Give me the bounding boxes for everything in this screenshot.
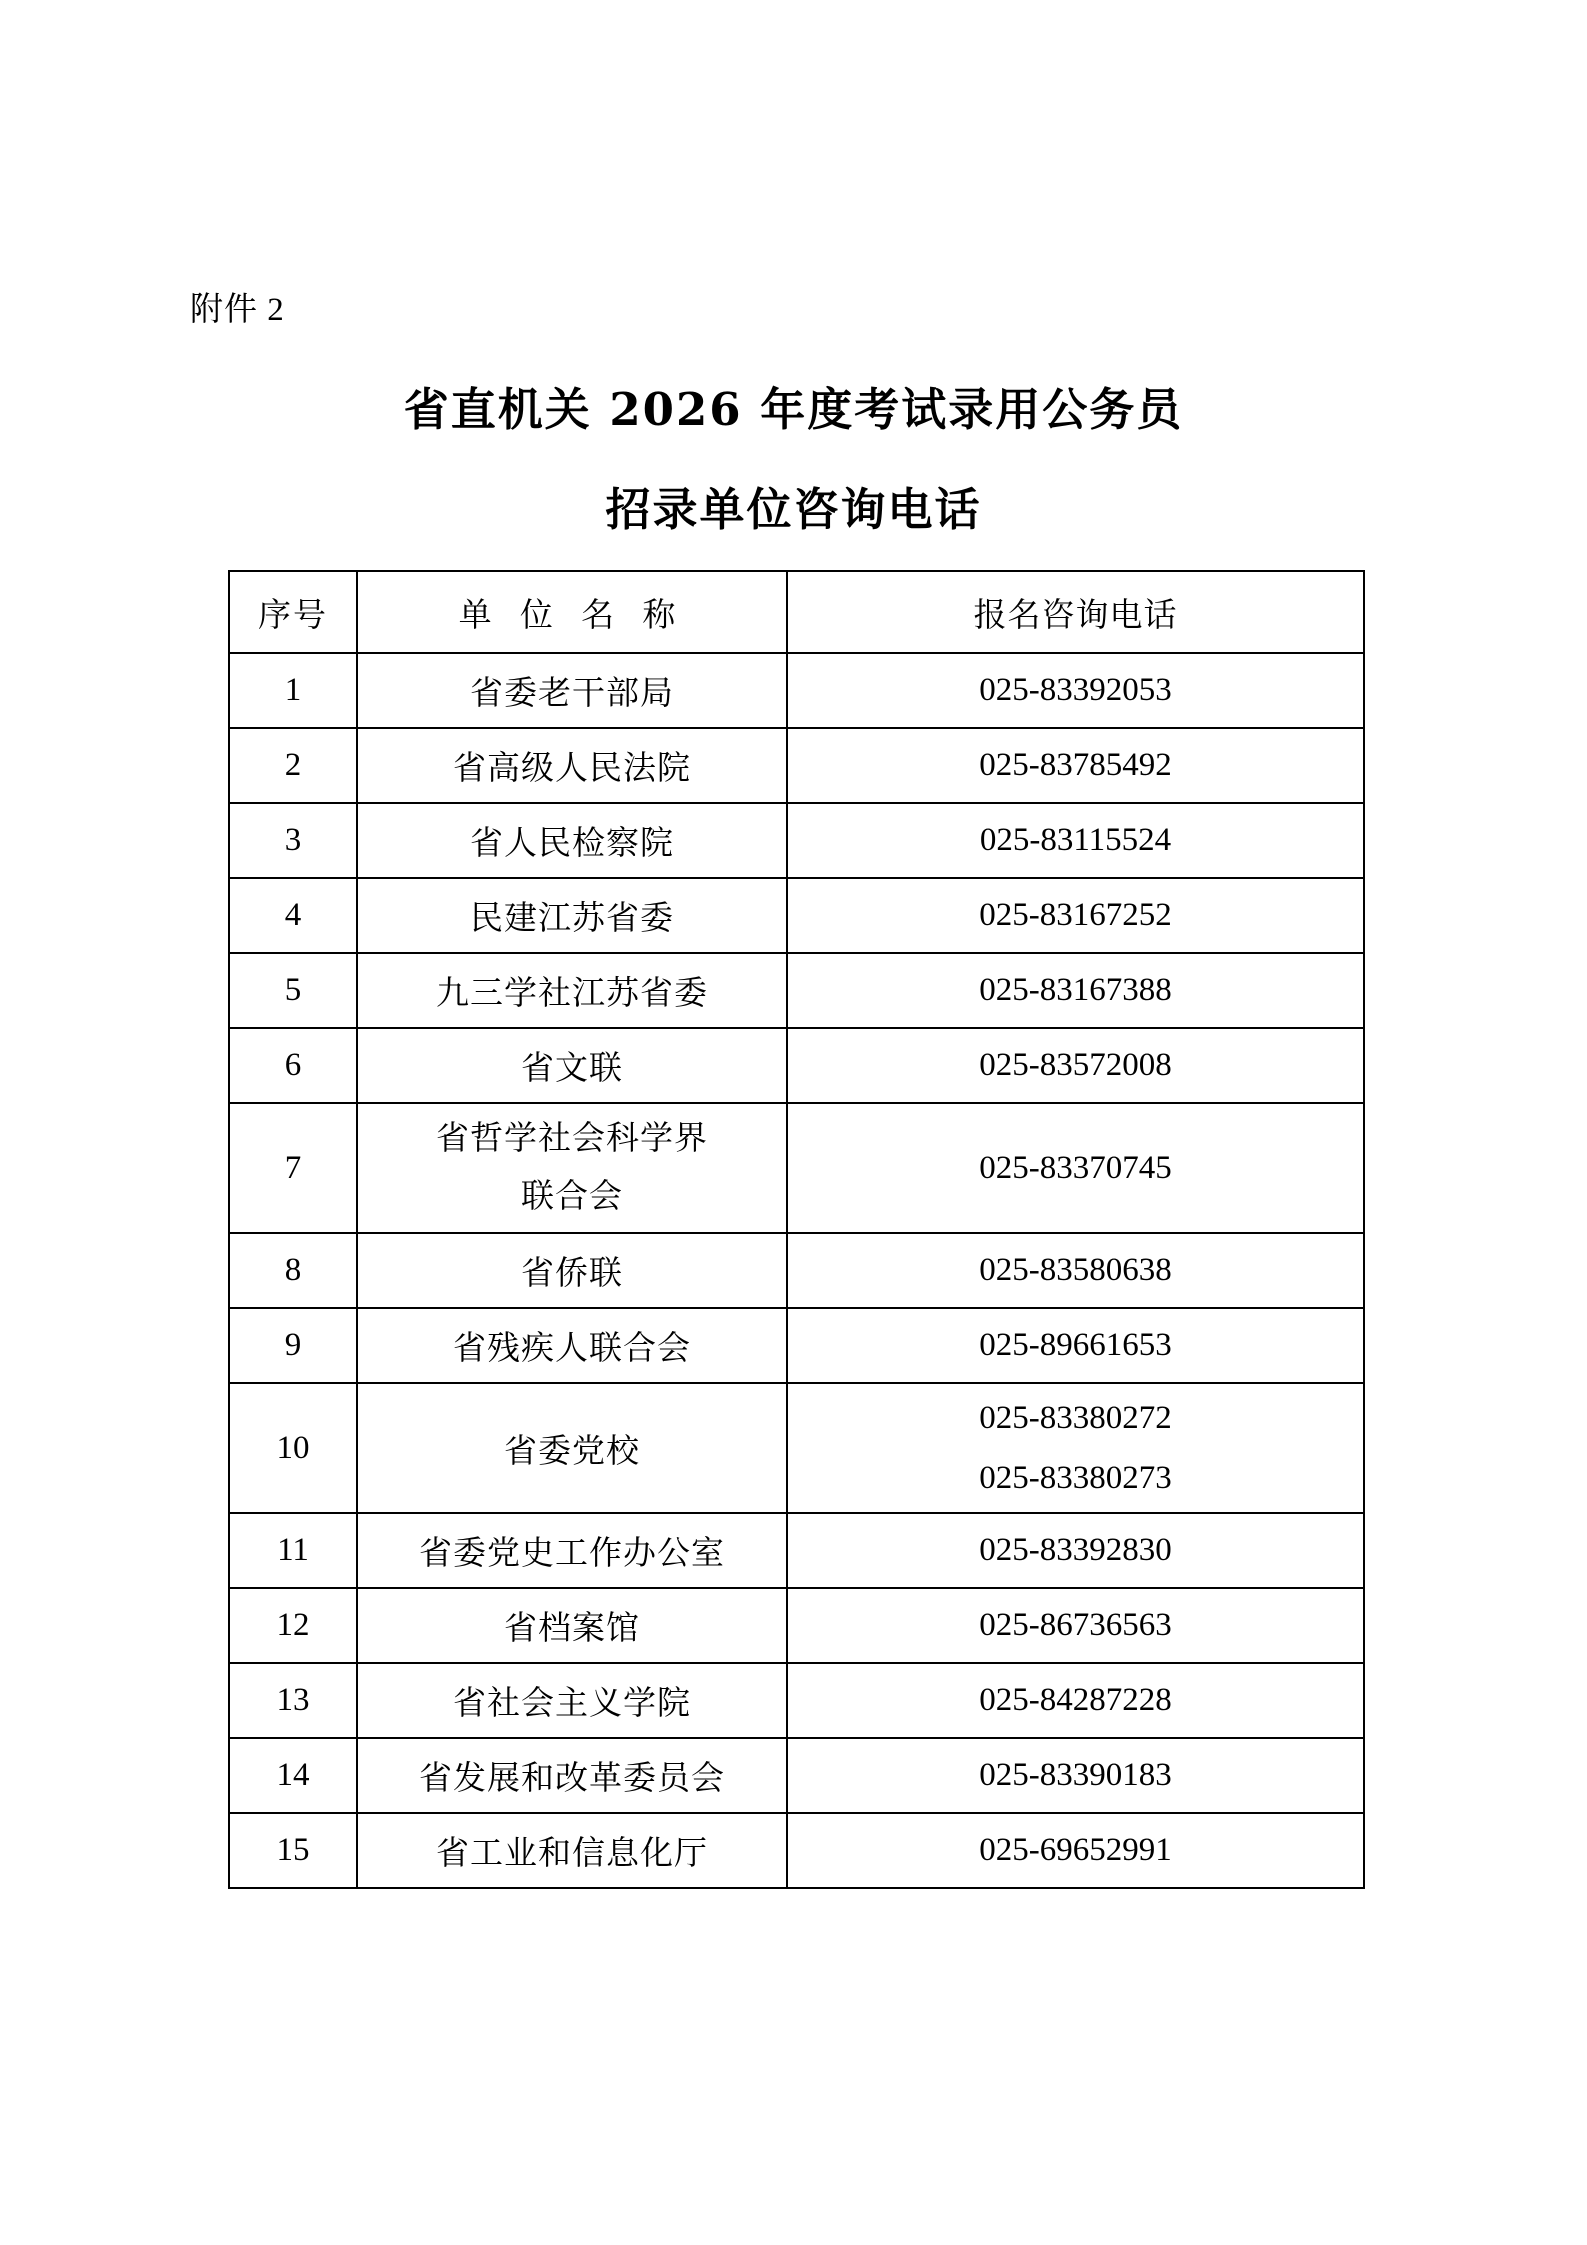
row-unit: 省工业和信息化厅 bbox=[357, 1813, 787, 1888]
row-index: 15 bbox=[229, 1813, 357, 1888]
table-row bbox=[229, 1308, 1364, 1383]
table-row bbox=[229, 728, 1364, 803]
row-index: 2 bbox=[229, 728, 357, 803]
table-row bbox=[229, 1103, 1364, 1233]
row-index: 13 bbox=[229, 1663, 357, 1738]
row-index: 7 bbox=[229, 1103, 357, 1233]
row-index: 8 bbox=[229, 1233, 357, 1308]
row-unit: 省档案馆 bbox=[357, 1588, 787, 1663]
row-unit: 民建江苏省委 bbox=[357, 878, 787, 953]
row-index: 3 bbox=[229, 803, 357, 878]
page-title bbox=[0, 360, 1587, 560]
row-phone: 025-83392830 bbox=[787, 1513, 1364, 1588]
table-header-row bbox=[229, 571, 1364, 653]
table-row bbox=[229, 1663, 1364, 1738]
row-phone-line-1: 025-83380272 bbox=[979, 1400, 1172, 1436]
row-unit: 省委党史工作办公室 bbox=[357, 1513, 787, 1588]
table-row bbox=[229, 1813, 1364, 1888]
page-title-line-2: 招录单位咨询电话 bbox=[605, 483, 982, 536]
table-row bbox=[229, 1738, 1364, 1813]
row-unit: 省社会主义学院 bbox=[357, 1663, 787, 1738]
row-phone: 025-83572008 bbox=[787, 1028, 1364, 1103]
row-unit: 省发展和改革委员会 bbox=[357, 1738, 787, 1813]
row-phone: 025-84287228 bbox=[787, 1663, 1364, 1738]
row-phone: 025-69652991 bbox=[787, 1813, 1364, 1888]
contact-table bbox=[228, 570, 1365, 1889]
table-row bbox=[229, 803, 1364, 878]
row-unit: 省委老干部局 bbox=[357, 653, 787, 728]
table-row bbox=[229, 1233, 1364, 1308]
row-unit: 省残疾人联合会 bbox=[357, 1308, 787, 1383]
row-phone: 025-83370745 bbox=[787, 1103, 1364, 1233]
row-phone-line-2: 025-83380273 bbox=[979, 1460, 1172, 1496]
table-row bbox=[229, 953, 1364, 1028]
row-index: 9 bbox=[229, 1308, 357, 1383]
row-phone: 025-83167252 bbox=[787, 878, 1364, 953]
row-phone: 025-83785492 bbox=[787, 728, 1364, 803]
row-phone: 025-86736563 bbox=[787, 1588, 1364, 1663]
table-row bbox=[229, 1588, 1364, 1663]
column-header-phone: 报名咨询电话 bbox=[787, 571, 1364, 653]
table-body bbox=[229, 653, 1364, 1888]
row-index: 14 bbox=[229, 1738, 357, 1813]
contact-table-wrapper bbox=[228, 570, 1363, 1889]
table-header bbox=[229, 571, 1364, 653]
row-phone: 025-83580638 bbox=[787, 1233, 1364, 1308]
row-index: 5 bbox=[229, 953, 357, 1028]
row-index: 4 bbox=[229, 878, 357, 953]
row-phone: 025-83390183 bbox=[787, 1738, 1364, 1813]
row-phone: 025-89661653 bbox=[787, 1308, 1364, 1383]
row-unit: 九三学社江苏省委 bbox=[357, 953, 787, 1028]
row-phone: 025-83115524 bbox=[787, 803, 1364, 878]
row-phone bbox=[787, 1383, 1364, 1513]
table-row bbox=[229, 878, 1364, 953]
table-row bbox=[229, 653, 1364, 728]
row-phone: 025-83392053 bbox=[787, 653, 1364, 728]
row-unit: 省委党校 bbox=[357, 1383, 787, 1513]
row-index: 1 bbox=[229, 653, 357, 728]
row-unit: 省侨联 bbox=[357, 1233, 787, 1308]
table-row bbox=[229, 1513, 1364, 1588]
row-index: 11 bbox=[229, 1513, 357, 1588]
row-phone: 025-83167388 bbox=[787, 953, 1364, 1028]
row-unit-line-1: 省哲学社会科学界 bbox=[436, 1121, 708, 1157]
row-unit: 省文联 bbox=[357, 1028, 787, 1103]
page-title-line-1: 省直机关 2026 年度考试录用公务员 bbox=[403, 383, 1184, 436]
row-unit: 省人民检察院 bbox=[357, 803, 787, 878]
row-index: 6 bbox=[229, 1028, 357, 1103]
table-row bbox=[229, 1028, 1364, 1103]
column-header-unit: 单 位 名 称 bbox=[357, 571, 787, 653]
row-unit-line-2: 联合会 bbox=[521, 1179, 623, 1215]
row-index: 12 bbox=[229, 1588, 357, 1663]
table-row bbox=[229, 1383, 1364, 1513]
attachment-label: 附件 2 bbox=[190, 292, 285, 328]
row-unit bbox=[357, 1103, 787, 1233]
row-unit: 省高级人民法院 bbox=[357, 728, 787, 803]
column-header-index: 序号 bbox=[229, 571, 357, 653]
row-index: 10 bbox=[229, 1383, 357, 1513]
